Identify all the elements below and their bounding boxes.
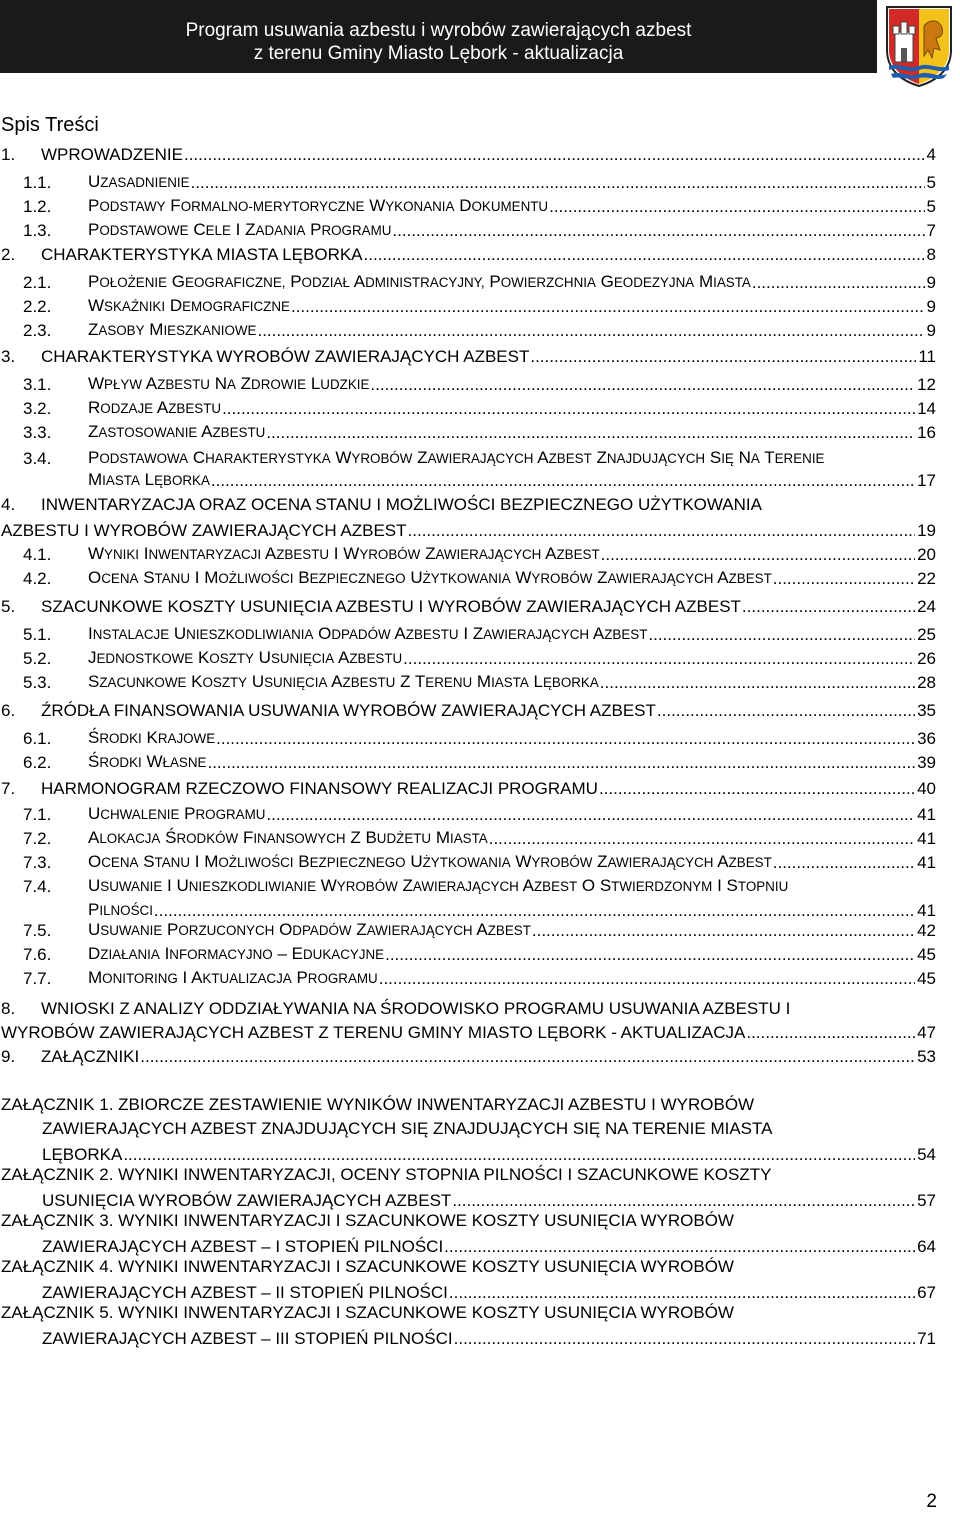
attachment-title-line: ZAŁĄCZNIK 3. WYNIKI INWENTARYZACJI I SZACUNKOWE KOSZTY USUNIĘCIA WYROBÓW: [1, 1211, 734, 1230]
toc-entry-page: 17: [917, 471, 936, 490]
attachment-title-line: ZAŁĄCZNIK 5. WYNIKI INWENTARYZACJI I SZACUNKOWE KOSZTY USUNIĘCIA WYROBÓW: [1, 1303, 734, 1322]
toc-entry-page: 36: [917, 729, 936, 748]
dot-leader: [746, 1022, 915, 1044]
toc-entry-title: ŚRODKI KRAJOWE: [88, 728, 216, 747]
toc-entry-number: 9.: [1, 1047, 16, 1066]
toc-entry[interactable]: [0, 194, 960, 220]
attachment-title-last: ZAWIERAJĄCYCH AZBEST – III STOPIEŃ PILNOŚCI: [42, 1329, 453, 1348]
toc-entry-page: 5: [926, 197, 936, 216]
toc-entry-page: 28: [917, 673, 936, 692]
dot-leader: [752, 272, 925, 294]
attachment-title-line: ZAŁĄCZNIK 4. WYNIKI INWENTARYZACJI I SZACUNKOWE KOSZTY USUNIĘCIA WYROBÓW: [1, 1257, 734, 1276]
toc-entry[interactable]: [0, 294, 960, 320]
attachment-page: 57: [917, 1191, 936, 1210]
toc-entry-number: 2.: [1, 245, 16, 264]
toc-entry-title-continued: MIASTA LĘBORKA: [88, 470, 210, 489]
dot-leader: [403, 648, 915, 670]
toc-entry-title: WPŁYW AZBESTU NA ZDROWIE LUDZKIE: [88, 374, 370, 393]
dot-leader: [392, 220, 924, 242]
toc-entry-page: 39: [917, 753, 936, 772]
attachment-page: 54: [917, 1145, 936, 1164]
toc-entry-number: 4.2.: [23, 569, 52, 588]
attachment-title-line: ZAŁĄCZNIK 2. WYNIKI INWENTARYZACJI, OCENY STOPNIA PILNOŚCI I SZACUNKOWE KOSZTY: [1, 1165, 772, 1184]
toc-entry-number: 4.1.: [23, 545, 52, 564]
toc-entry-page: 41: [917, 901, 936, 920]
toc-entry-title: OCENA STANU I MOŻLIWOŚCI BEZPIECZNEGO UŻYTKOWANIA WYROBÓW ZAWIERAJĄCYCH AZBEST: [88, 568, 772, 587]
dot-leader: [364, 244, 925, 266]
toc-entry-title: SZACUNKOWE KOSZTY USUNIĘCIA AZBESTU Z TERENU MIASTA LĘBORKA: [88, 672, 599, 691]
toc-entry-title: PODSTAWOWE CELE I ZADANIA PROGRAMU: [88, 220, 392, 239]
dot-leader: [600, 672, 915, 694]
dot-leader: [370, 374, 915, 396]
toc-entry-number: 1.1.: [23, 173, 52, 192]
toc-entry-page: 9: [926, 297, 936, 316]
toc-title: Spis Treści: [1, 114, 99, 136]
toc-entry[interactable]: [0, 776, 960, 802]
toc-entry-page: 9: [926, 273, 936, 292]
toc-entry-page: 19: [917, 521, 936, 540]
toc-entry-title: UCHWALENIE PROGRAMU: [88, 804, 266, 823]
toc-entry-title: POŁOŻENIE GEOGRAFICZNE, PODZIAŁ ADMINISTRACYJNY, POWIERZCHNIA GEODEZYJNA MIASTA: [88, 272, 751, 291]
dot-leader: [549, 196, 924, 218]
toc-entry-number: 7.7.: [23, 969, 52, 988]
toc-entry[interactable]: [0, 1044, 960, 1070]
toc-entry-title: OCENA STANU I MOŻLIWOŚCI BEZPIECZNEGO UŻYTKOWANIA WYROBÓW ZAWIERAJĄCYCH AZBEST: [88, 852, 772, 871]
toc-entry-title: USUWANIE PORZUCONYCH ODPADÓW ZAWIERAJĄCYCH AZBEST: [88, 920, 531, 939]
toc-entry-title: SZACUNKOWE KOSZTY USUNIĘCIA AZBESTU I WYROBÓW ZAWIERAJĄCYCH AZBEST: [41, 597, 741, 616]
toc-entry-title: PODSTAWOWA CHARAKTERYSTYKA WYROBÓW ZAWIERAJĄCYCH AZBEST ZNAJDUJĄCYCH SIĘ NA TERENIE: [88, 448, 825, 467]
toc-entry[interactable]: [0, 170, 960, 196]
toc-entry[interactable]: [0, 270, 960, 296]
toc-entry-number: 1.3.: [23, 221, 52, 240]
dot-leader: [291, 296, 925, 318]
toc-entry[interactable]: [0, 726, 960, 752]
toc-entry-number: 3.3.: [23, 423, 52, 442]
toc-entry[interactable]: [0, 142, 960, 168]
attachment-title-last: LĘBORKA: [42, 1145, 123, 1164]
toc-entry-page: 16: [917, 423, 936, 442]
toc-entry-number: 7.1.: [23, 805, 52, 824]
dot-leader: [266, 804, 915, 826]
toc-entry[interactable]: [0, 698, 960, 724]
toc-entry-number: 2.1.: [23, 273, 52, 292]
toc-entry-title-continued: WYROBÓW ZAWIERAJĄCYCH AZBEST Z TERENU GMINY MIASTO LĘBORK - AKTUALIZACJA: [1, 1023, 746, 1042]
toc-entry-title: CHARAKTERYSTYKA WYROBÓW ZAWIERAJĄCYCH AZBEST: [41, 347, 530, 366]
toc-entry[interactable]: [0, 542, 960, 568]
toc-entry-page: 12: [917, 375, 936, 394]
toc-entry-number: 7.6.: [23, 945, 52, 964]
toc-entry[interactable]: [0, 566, 960, 592]
toc-entry[interactable]: [0, 826, 960, 852]
dot-leader: [222, 398, 915, 420]
toc-entry-number: 3.1.: [23, 375, 52, 394]
dot-leader: [454, 1328, 915, 1350]
toc-entry[interactable]: [0, 218, 960, 244]
attachment-title-line: ZAŁĄCZNIK 1. ZBIORCZE ZESTAWIENIE WYNIKÓW INWENTARYZACJI AZBESTU I WYROBÓW: [1, 1095, 755, 1114]
toc-entry-title-continued: AZBESTU I WYROBÓW ZAWIERAJĄCYCH AZBEST: [1, 521, 407, 540]
toc-entry-title: ŚRODKI WŁASNE: [88, 752, 207, 771]
toc-entry-page: 41: [917, 853, 936, 872]
toc-entry-title: WYNIKI INWENTARYZACJI AZBESTU I WYROBÓW ZAWIERAJĄCYCH AZBEST: [88, 544, 600, 563]
toc-entry-page: 26: [917, 649, 936, 668]
toc-entry-page: 47: [917, 1023, 936, 1042]
attachment-title-line: ZAWIERAJĄCYCH AZBEST ZNAJDUJĄCYCH SIĘ ZNAJDUJĄCYCH SIĘ NA TERENIE MIASTA: [42, 1119, 773, 1138]
dot-leader: [123, 1144, 915, 1166]
toc-entry-page: 14: [917, 399, 936, 418]
dot-leader: [599, 778, 915, 800]
dot-leader: [211, 470, 915, 492]
toc-entry-number: 1.: [1, 145, 16, 164]
toc-entry-page: 4: [926, 145, 936, 164]
toc-entry-page: 41: [917, 805, 936, 824]
dot-leader: [742, 596, 915, 618]
dot-leader: [444, 1236, 915, 1258]
toc-entry-page: 11: [918, 347, 936, 366]
toc-entry-page: 9: [926, 321, 936, 340]
dot-leader: [657, 700, 915, 722]
toc-entry-number: 3.: [1, 347, 16, 366]
dot-leader: [408, 520, 916, 542]
dot-leader: [207, 752, 915, 774]
toc-entry-title: WSKAŹNIKI DEMOGRAFICZNE: [88, 296, 290, 315]
toc-entry[interactable]: [0, 446, 960, 490]
toc-entry-title: ZAŁĄCZNIKI: [41, 1047, 140, 1066]
attachment-page: 67: [917, 1283, 936, 1302]
toc-entry-title: ZASOBY MIESZKANIOWE: [88, 320, 257, 339]
toc-entry-number: 5.2.: [23, 649, 52, 668]
toc-entry[interactable]: [0, 966, 960, 992]
dot-leader: [266, 422, 915, 444]
toc-entry[interactable]: [0, 622, 960, 648]
toc-entry-title: HARMONOGRAM RZECZOWO FINANSOWY REALIZACJI PROGRAMU: [41, 779, 598, 798]
dot-leader: [489, 828, 915, 850]
toc-entry[interactable]: [0, 242, 960, 268]
toc-entry-title: ALOKACJA ŚRODKÓW FINANSOWYCH Z BUDŻETU MIASTA: [88, 828, 488, 847]
toc-entry[interactable]: [0, 918, 960, 944]
toc-entry-number: 6.1.: [23, 729, 52, 748]
toc-entry-title: UZASADNIENIE: [88, 172, 190, 191]
toc-entry[interactable]: [0, 492, 960, 540]
coat-of-arms-icon: [884, 4, 954, 88]
toc-entry-page: 20: [917, 545, 936, 564]
toc-entry-page: 53: [917, 1047, 936, 1066]
toc-entry-number: 7.: [1, 779, 16, 798]
toc-entry-page: 42: [917, 921, 936, 940]
toc-entry[interactable]: [0, 646, 960, 672]
attachment-title-last: ZAWIERAJĄCYCH AZBEST – II STOPIEŃ PILNOŚCI: [42, 1283, 448, 1302]
toc-entry-number: 7.5.: [23, 921, 52, 940]
toc-entry-title: MONITORING I AKTUALIZACJA PROGRAMU: [88, 968, 378, 987]
dot-leader: [452, 1190, 915, 1212]
toc-entry-title: JEDNOSTKOWE KOSZTY USUNIĘCIA AZBESTU: [88, 648, 403, 667]
toc-entry-page: 5: [926, 173, 936, 192]
toc-entry-number: 7.4.: [23, 877, 52, 896]
toc-entry-number: 1.2.: [23, 197, 52, 216]
toc-entry-number: 5.1.: [23, 625, 52, 644]
toc-entry[interactable]: [0, 318, 960, 344]
toc-entry-page: 41: [917, 829, 936, 848]
toc-entry[interactable]: [0, 750, 960, 776]
page-header: [0, 0, 960, 96]
toc-entry-title: RODZAJE AZBESTU: [88, 398, 222, 417]
toc-entry-number: 6.: [1, 701, 16, 720]
toc-entry-page: 45: [917, 945, 936, 964]
toc-entry[interactable]: [0, 344, 960, 370]
toc-entry-page: 22: [917, 569, 936, 588]
dot-leader: [773, 852, 915, 874]
toc-entry-number: 7.2.: [23, 829, 52, 848]
toc-entry-number: 7.3.: [23, 853, 52, 872]
dot-leader: [216, 728, 915, 750]
toc-entry-number: 5.3.: [23, 673, 52, 692]
dot-leader: [140, 1046, 915, 1068]
toc-entry-number: 3.2.: [23, 399, 52, 418]
toc-entry-page: 25: [917, 625, 936, 644]
header-band: [0, 0, 877, 73]
toc-entry[interactable]: [0, 996, 960, 1042]
dot-leader: [257, 320, 924, 342]
dot-leader: [449, 1282, 915, 1304]
toc-entry-title: DZIAŁANIA INFORMACYJNO – EDUKACYJNE: [88, 944, 385, 963]
attachment-page: 64: [917, 1237, 936, 1256]
dot-leader: [379, 968, 915, 990]
toc-entry-page: 7: [926, 221, 936, 240]
attachment-title-last: USUNIĘCIA WYROBÓW ZAWIERAJĄCYCH AZBEST: [42, 1191, 452, 1210]
toc-entry-title: ZASTOSOWANIE AZBESTU: [88, 422, 266, 441]
dot-leader: [532, 920, 915, 942]
header-title-line2: z terenu Gminy Miasto Lębork - aktualizacja: [253, 43, 624, 64]
dot-leader: [184, 144, 925, 166]
dot-leader: [530, 346, 916, 368]
toc-entry-title: INWENTARYZACJA ORAZ OCENA STANU I MOŻLIWOŚCI BEZPIECZNEGO UŻYTKOWANIA: [41, 495, 762, 514]
toc-entry-number: 6.2.: [23, 753, 52, 772]
toc-entry-number: 8.: [1, 999, 16, 1018]
toc-entry-title: INSTALACJE UNIESZKODLIWIANIA ODPADÓW AZBESTU I ZAWIERAJĄCYCH AZBEST: [88, 624, 648, 643]
toc-entry[interactable]: [0, 372, 960, 398]
attachment-page: 71: [917, 1329, 936, 1348]
toc-entry[interactable]: [0, 802, 960, 828]
toc-entry-number: 2.2.: [23, 297, 52, 316]
toc-entry-title: CHARAKTERYSTYKA MIASTA LĘBORKA: [41, 245, 363, 264]
toc-entry-number: 3.4.: [23, 449, 52, 468]
toc-entry-page: 24: [917, 597, 936, 616]
page-number: 2: [926, 1491, 937, 1512]
toc-entry[interactable]: [0, 874, 960, 920]
toc-entry-page: 45: [917, 969, 936, 988]
toc-entry-number: 4.: [1, 495, 16, 514]
attachment-title-last: ZAWIERAJĄCYCH AZBEST – I STOPIEŃ PILNOŚCI: [42, 1237, 444, 1256]
toc-entry-title: ŹRÓDŁA FINANSOWANIA USUWANIA WYROBÓW ZAWIERAJĄCYCH AZBEST: [41, 701, 656, 720]
toc-entry[interactable]: [0, 420, 960, 446]
toc-entry[interactable]: [0, 396, 960, 422]
toc-entry-page: 8: [926, 245, 936, 264]
toc-entry-title-continued: PILNOŚCI: [88, 900, 153, 919]
toc-entry-title: PODSTAWY FORMALNO-MERYTORYCZNE WYKONANIA DOKUMENTU: [88, 196, 549, 215]
dot-leader: [191, 172, 925, 194]
toc-entry-page: 35: [917, 701, 936, 720]
toc-entry[interactable]: [0, 670, 960, 696]
dot-leader: [648, 624, 915, 646]
toc-entry-title: USUWANIE I UNIESZKODLIWIANIE WYROBÓW ZAWIERAJĄCYCH AZBEST O STWIERDZONYM I STOPNIU: [88, 876, 789, 895]
toc-entry[interactable]: [0, 850, 960, 876]
dot-leader: [773, 568, 915, 590]
toc-entry-number: 2.3.: [23, 321, 52, 340]
toc-entry[interactable]: [0, 942, 960, 968]
header-title-line1: Program usuwania azbestu i wyrobów zawierających azbest: [185, 20, 692, 41]
toc-entry-title: WNIOSKI Z ANALIZY ODDZIAŁYWANIA NA ŚRODOWISKO PROGRAMU USUWANIA AZBESTU I: [41, 999, 791, 1018]
dot-leader: [385, 944, 915, 966]
toc-entry-number: 5.: [1, 597, 16, 616]
dot-leader: [601, 544, 915, 566]
toc-entry-title: WPROWADZENIE: [41, 145, 183, 164]
toc-entry-page: 40: [917, 779, 936, 798]
toc-entry[interactable]: [0, 594, 960, 620]
